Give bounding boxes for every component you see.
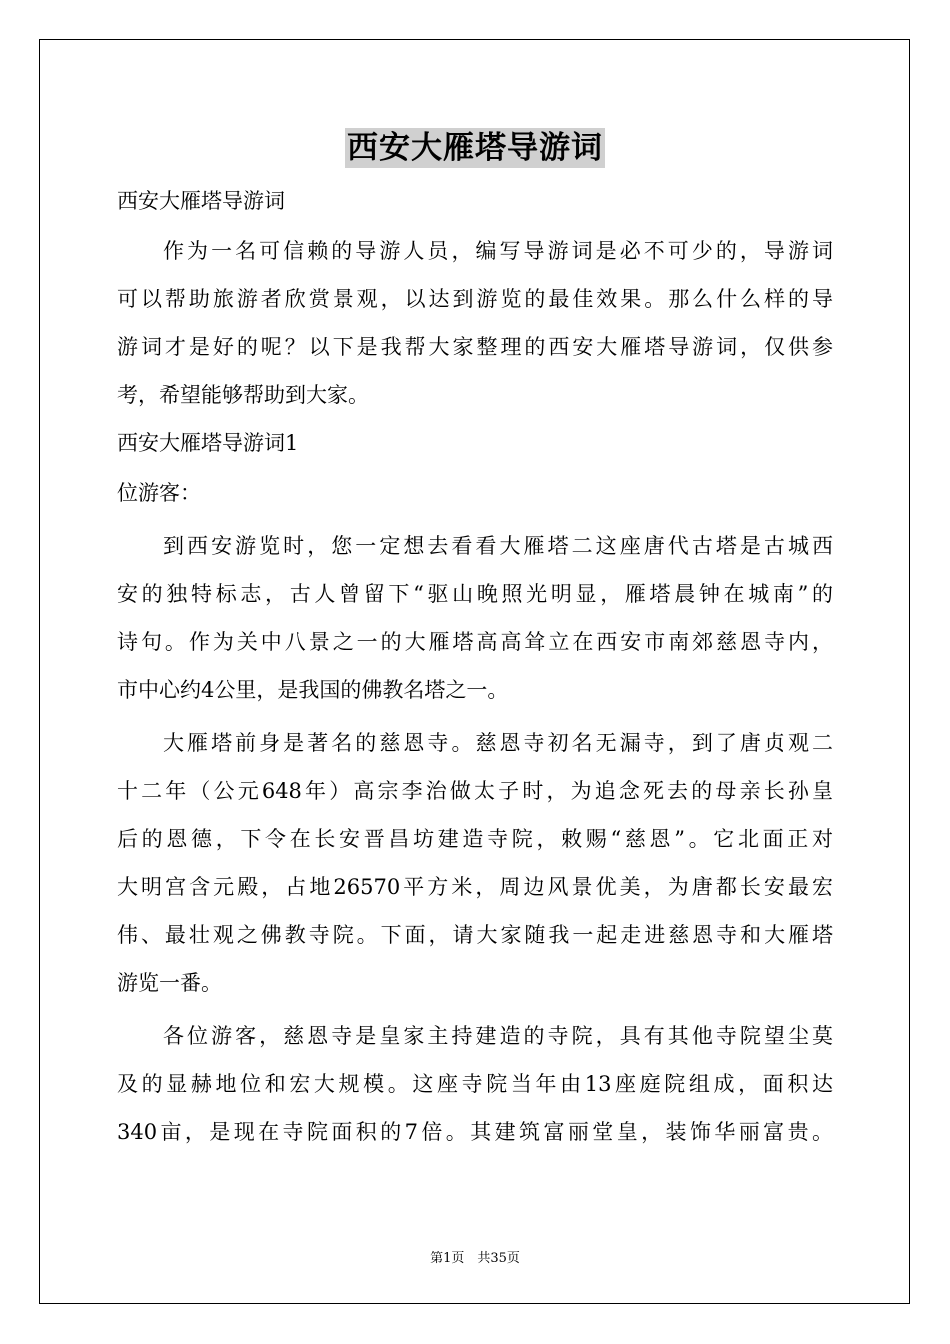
page-number-label: 第1页 共35页 bbox=[430, 1251, 520, 1266]
para2-line-2: 十二年（公元648年）高宗李治做太子时，为追念死去的母亲长孙皇 bbox=[117, 779, 833, 803]
para3-line-3: 340亩，是现在寺院面积的7倍。其建筑富丽堂皇，装饰华丽富贵。 bbox=[117, 1120, 833, 1144]
para1-line-4: 市中心约4公里，是我国的佛教名塔之一。 bbox=[117, 678, 509, 702]
document-title-text: 西安大雁塔导游词 bbox=[347, 130, 603, 166]
para3-line-2: 及的显赫地位和宏大规模。这座寺院当年由13座庭院组成，面积达 bbox=[117, 1072, 833, 1096]
intro-line-3: 游词才是好的呢？以下是我帮大家整理的西安大雁塔导游词，仅供参 bbox=[117, 335, 833, 359]
para2-line-6: 游览一番。 bbox=[117, 971, 222, 995]
para1-line-3: 诗句。作为关中八景之一的大雁塔高高耸立在西安市南郊慈恩寺内， bbox=[117, 630, 833, 654]
para3-line-1: 各位游客，慈恩寺是皇家主持建造的寺院，具有其他寺院望尘莫 bbox=[163, 1024, 833, 1048]
section-heading-1: 西安大雁塔导游词1 bbox=[117, 431, 299, 455]
intro-line-4: 考，希望能够帮助到大家。 bbox=[117, 383, 369, 407]
para2-line-5: 伟、最壮观之佛教寺院。下面，请大家随我一起走进慈恩寺和大雁塔 bbox=[117, 923, 833, 947]
document-body bbox=[117, 177, 833, 1156]
intro-line-2: 可以帮助旅游者欣赏景观，以达到游览的最佳效果。那么什么样的导 bbox=[117, 287, 833, 311]
page-footer bbox=[0, 1250, 950, 1268]
para1-line-1: 到西安游览时，您一定想去看看大雁塔二这座唐代古塔是古城西 bbox=[163, 534, 833, 558]
intro-line-1: 作为一名可信赖的导游人员，编写导游词是必不可少的，导游词 bbox=[163, 239, 833, 263]
para2-line-4: 大明宫含元殿，占地26570平方米，周边风景优美，为唐都长安最宏 bbox=[117, 875, 833, 899]
subtitle-line: 西安大雁塔导游词 bbox=[117, 189, 285, 213]
para2-line-1: 大雁塔前身是著名的慈恩寺。慈恩寺初名无漏寺，到了唐贞观二 bbox=[163, 731, 833, 755]
document-title bbox=[0, 128, 950, 168]
para1-line-2: 安的独特标志，古人曾留下“驱山晚照光明显，雁塔晨钟在城南”的 bbox=[117, 582, 833, 606]
greeting-line: 位游客： bbox=[117, 481, 201, 505]
para2-line-3: 后的恩德，下令在长安晋昌坊建造寺院，敕赐“慈恩”。它北面正对 bbox=[117, 827, 833, 851]
